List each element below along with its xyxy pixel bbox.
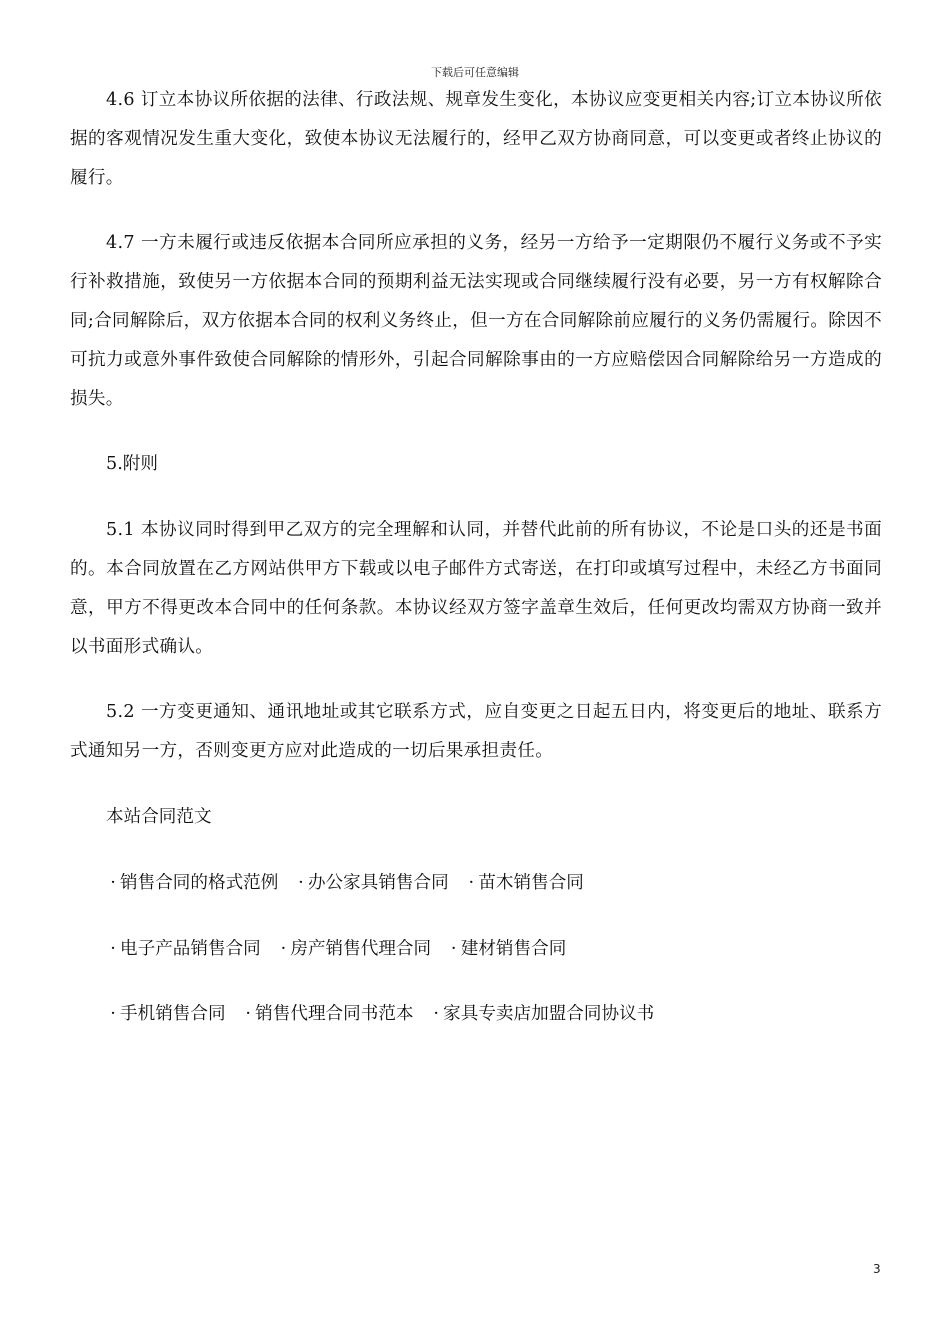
section-heading-5: 5.附则 bbox=[106, 454, 158, 475]
related-row-1 bbox=[70, 864, 882, 903]
related-link[interactable]: · 手机销售合同 bbox=[106, 995, 226, 1034]
paragraph-gap bbox=[70, 418, 882, 445]
bullet-icon: · bbox=[468, 872, 475, 893]
paragraph-gap bbox=[70, 837, 882, 864]
bullet-icon: · bbox=[245, 1004, 251, 1025]
clause-5-2: 5.2 一方变更通知、通讯地址或其它联系方式，应自变更之日起五日内，将变更后的地址、联系方式通知另一方，否则变更方应对此造成的一切后果承担责任。 bbox=[70, 702, 882, 762]
bullet-icon: · bbox=[110, 1004, 116, 1025]
paragraph-gap bbox=[70, 771, 882, 798]
bullet-icon: · bbox=[433, 1004, 439, 1025]
related-row-2 bbox=[70, 930, 882, 969]
related-link[interactable]: · 家具专卖店加盟合同协议书 bbox=[429, 995, 654, 1034]
related-link[interactable]: · 房产销售代理合同 bbox=[276, 930, 431, 969]
paragraph-gap bbox=[70, 903, 882, 930]
related-link[interactable]: · 销售合同的格式范例 bbox=[106, 864, 278, 903]
related-row-3 bbox=[70, 995, 882, 1034]
page-number: 3 bbox=[873, 1262, 881, 1276]
header-note: 下载后可任意编辑 bbox=[431, 66, 519, 79]
bullet-icon: · bbox=[450, 938, 457, 959]
paragraph-gap bbox=[70, 197, 882, 224]
clause-4-7: 4.7 一方未履行或违反依据本合同所应承担的义务，经另一方给予一定期限仍不履行义务或不予实行补救措施，致使另一方依据本合同的预期利益无法实现或合同继续履行没有必要，另一方有权解除合同;合同解除后，双方依据本合同的权利义务终止，但一方在合同解除前应履行的义务仍需履行。除因不可抗力或意外事件致使合同解除的情形外，引起合同解除事由的一方应赔偿因合同解除给另一方造成的损失。 bbox=[70, 233, 882, 409]
document-body bbox=[70, 81, 882, 1034]
bullet-icon: · bbox=[298, 872, 304, 893]
paragraph-gap bbox=[70, 484, 882, 511]
related-link[interactable]: · 办公家具销售合同 bbox=[294, 864, 449, 903]
bullet-icon: · bbox=[110, 938, 116, 959]
paragraph-gap bbox=[70, 666, 882, 693]
bullet-icon: · bbox=[110, 872, 116, 893]
clause-4-6: 4.6 订立本协议所依据的法律、行政法规、规章发生变化，本协议应变更相关内容;订立本协议所依据的客观情况发生重大变化，致使本协议无法履行的，经甲乙双方协商同意，可以变更或者终止协议的履行。 bbox=[70, 90, 882, 188]
paragraph-gap bbox=[70, 968, 882, 995]
related-link[interactable]: · 建材销售合同 bbox=[447, 930, 567, 969]
related-contracts-title: 本站合同范文 bbox=[106, 806, 212, 827]
related-link[interactable]: · 苗木销售合同 bbox=[464, 864, 584, 903]
bullet-icon: · bbox=[280, 938, 287, 959]
related-link[interactable]: · 电子产品销售合同 bbox=[106, 930, 261, 969]
clause-5-1: 5.1 本协议同时得到甲乙双方的完全理解和认同，并替代此前的所有协议，不论是口头的还是书面的。本合同放置在乙方网站供甲方下载或以电子邮件方式寄送，在打印或填写过程中，未经乙方书面同意，甲方不得更改本合同中的任何条款。本协议经双方签字盖章生效后，任何更改均需双方协商一致并以书面形式确认。 bbox=[70, 520, 882, 657]
related-link[interactable]: · 销售代理合同书范本 bbox=[241, 995, 413, 1034]
